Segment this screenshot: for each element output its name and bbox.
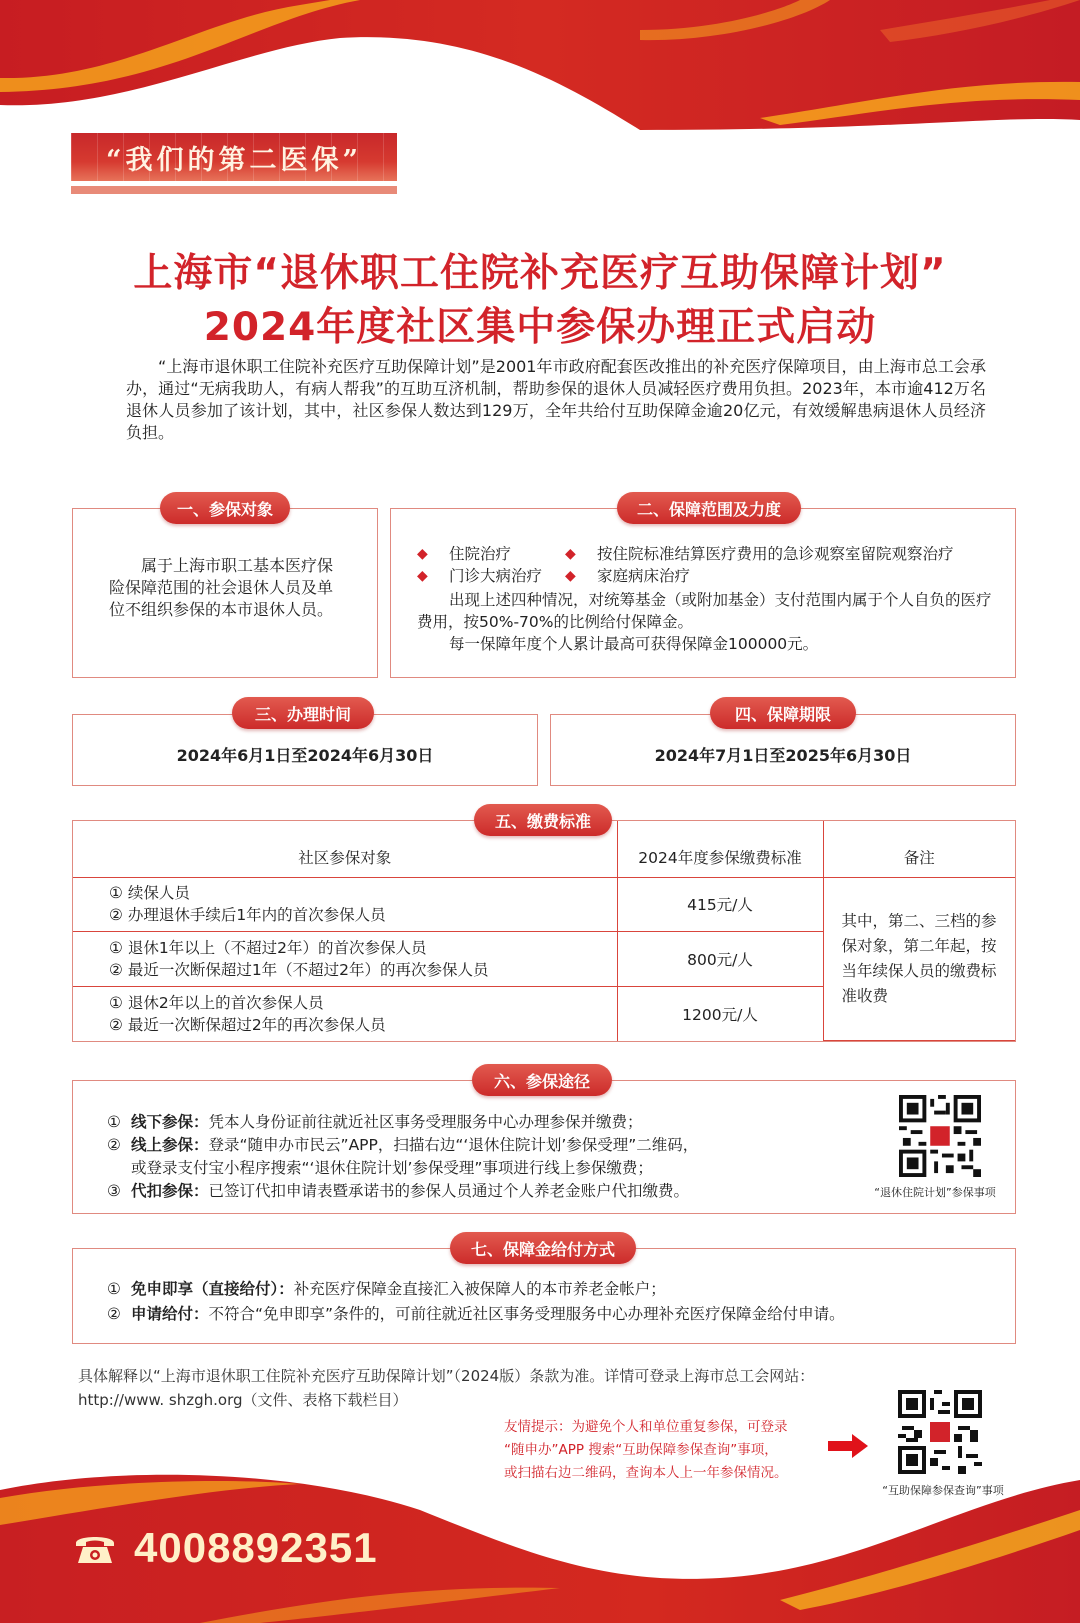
coverage-item: 家庭病床治疗 (597, 567, 691, 585)
arrow-right-icon (828, 1434, 868, 1458)
hotline (74, 1524, 378, 1572)
hotline-number[interactable]: 4008892351 (134, 1524, 378, 1571)
eligibility-text: 属于上海市职工基本医疗保险保障范围的社会退休人员及单位不组织参保的本市退休人员。 (109, 556, 334, 619)
enrollment-period-value: 2024年6月1日至2024年6月30日 (176, 746, 434, 765)
footnote-line1: 具体解释以“上海市退休职工住院补充医疗互助保障计划”（2024版）条款为准。详情可登录上海市总工会网站： (78, 1367, 815, 1385)
row-target-b: ② 最近一次断保超过1年（不超过2年）的再次参保人员 (109, 961, 489, 980)
coverage-period-value: 2024年7月1日至2025年6月30日 (654, 746, 912, 765)
tip-line: 或扫描右边二维码，查询本人上一年参保情况。 (504, 1465, 788, 1481)
coverage-item: 门诊大病治疗 (449, 567, 543, 585)
section-eligibility-title: 一、参保对象 (160, 492, 290, 524)
payout-item: ② 申请给付：不符合“免申即享”条件的，可前往就近社区事务受理服务中心办理补充医疗保障金给付申请。 (107, 1305, 845, 1323)
coverage-item: 按住院标准结算医疗费用的急诊观察室留院观察治疗 (597, 545, 954, 563)
intro-paragraph: “上海市退休职工住院补充医疗互助保障计划”是2001年市政府配套医改推出的补充医疗保障项目，由上海市总工会承办，通过“无病我助人，有病人帮我”的互助互济机制，帮助参保的退休人员减轻医疗费用负担。2023年，本市逾412万名退休人员参加了该计划，其中，社区参保人数达到129万，全年共给付互助保障金逾20亿元，有效缓解患病退休人员经济负担。 (126, 357, 986, 442)
diamond-bullet-icon: ◆ (417, 568, 428, 584)
header-target: 社区参保对象 (73, 821, 617, 877)
diamond-bullet-icon: ◆ (565, 546, 576, 562)
coverage-items (417, 543, 954, 587)
qr-code-icon[interactable] (899, 1095, 981, 1177)
channel-item: ① 线下参保：凭本人身份证前往就近社区事务受理服务中心办理参保并缴费； (107, 1113, 643, 1131)
payout-item: ① 免申即享（直接给付）：补充医疗保障金直接汇入被保障人的本市养老金帐户； (107, 1280, 666, 1298)
tip-line: “随申办”APP 搜索“互助保障参保查询”事项， (504, 1442, 778, 1458)
fee-table (72, 820, 1016, 1042)
banner-stripe (71, 186, 397, 194)
section-coverage (390, 508, 1016, 678)
fee-note: 其中，第二、三档的参保对象，第二年起，按当年续保人员的缴费标准收费 (823, 877, 1015, 1041)
row-target-b: ② 办理退休手续后1年内的首次参保人员 (109, 906, 386, 925)
section-enrollment-period-title: 三、办理时间 (232, 697, 374, 729)
top-wave-decoration (0, 0, 1080, 130)
section-channels-title: 六、参保途径 (472, 1064, 612, 1096)
qr-caption: “互助保障参保查询”事项 (882, 1484, 1004, 1497)
series-banner: “我们的第二医保” (71, 133, 397, 181)
row-price: 800元/人 (617, 932, 823, 987)
row-price: 1200元/人 (617, 986, 823, 1040)
coverage-ratio-text: 出现上述四种情况，对统筹基金（或附加基金）支付范围内属于个人自负的医疗费用，按50%-70%的比例给付保障金。 (417, 591, 992, 631)
section-fee-title: 五、缴费标准 (474, 804, 612, 836)
qr-code-icon[interactable] (898, 1390, 982, 1474)
section-coverage-title: 二、保障范围及力度 (617, 492, 801, 524)
coverage-item: 住院治疗 (449, 545, 512, 563)
channel-item: ② 线上参保：登录“随申办市民云”APP，扫描右边“‘退休住院计划’参保受理”二维码， (107, 1136, 699, 1154)
coverage-cap-text: 每一保障年度个人累计最高可获得保障金100000元。 (449, 635, 819, 653)
channel-item: ③ 代扣参保：已签订代扣申请表暨承诺书的参保人员通过个人养老金账户代扣缴费。 (107, 1182, 690, 1200)
section-eligibility (72, 508, 378, 678)
footnote-link[interactable]: http://www. shzgh.org（文件、表格下载栏目） (78, 1391, 408, 1409)
row-price: 415元/人 (617, 877, 823, 932)
footnote (78, 1364, 978, 1412)
tip-line: 友情提示：为避免个人和单位重复参保，可登录 (504, 1419, 788, 1435)
header-fee: 2024年度参保缴费标准 (617, 821, 823, 877)
section-payout-title: 七、保障金给付方式 (450, 1232, 636, 1264)
telephone-icon (74, 1531, 116, 1565)
diamond-bullet-icon: ◆ (565, 568, 576, 584)
section-coverage-period-title: 四、保障期限 (710, 697, 856, 729)
diamond-bullet-icon: ◆ (417, 546, 428, 562)
row-target-a: ① 续保人员 (109, 884, 190, 903)
qr-caption: “退休住院计划”参保事项 (874, 1186, 996, 1199)
header-note: 备注 (823, 821, 1015, 877)
row-target-a: ① 退休2年以上的首次参保人员 (109, 993, 324, 1012)
main-title-line2: 2024年度社区集中参保办理正式启动 (203, 305, 877, 350)
row-target-a: ① 退休1年以上（不超过2年）的首次参保人员 (109, 939, 427, 958)
table-row (73, 877, 1015, 932)
section-enroll-channels (72, 1080, 1016, 1214)
row-target-b: ② 最近一次断保超过2年的再次参保人员 (109, 1015, 386, 1034)
main-title-line1: 上海市“退休职工住院补充医疗互助保障计划” (133, 251, 947, 296)
channel-item-continuation: 或登录支付宝小程序搜索“‘退休住院计划’参保受理”事项进行线上参保缴费； (131, 1159, 653, 1177)
